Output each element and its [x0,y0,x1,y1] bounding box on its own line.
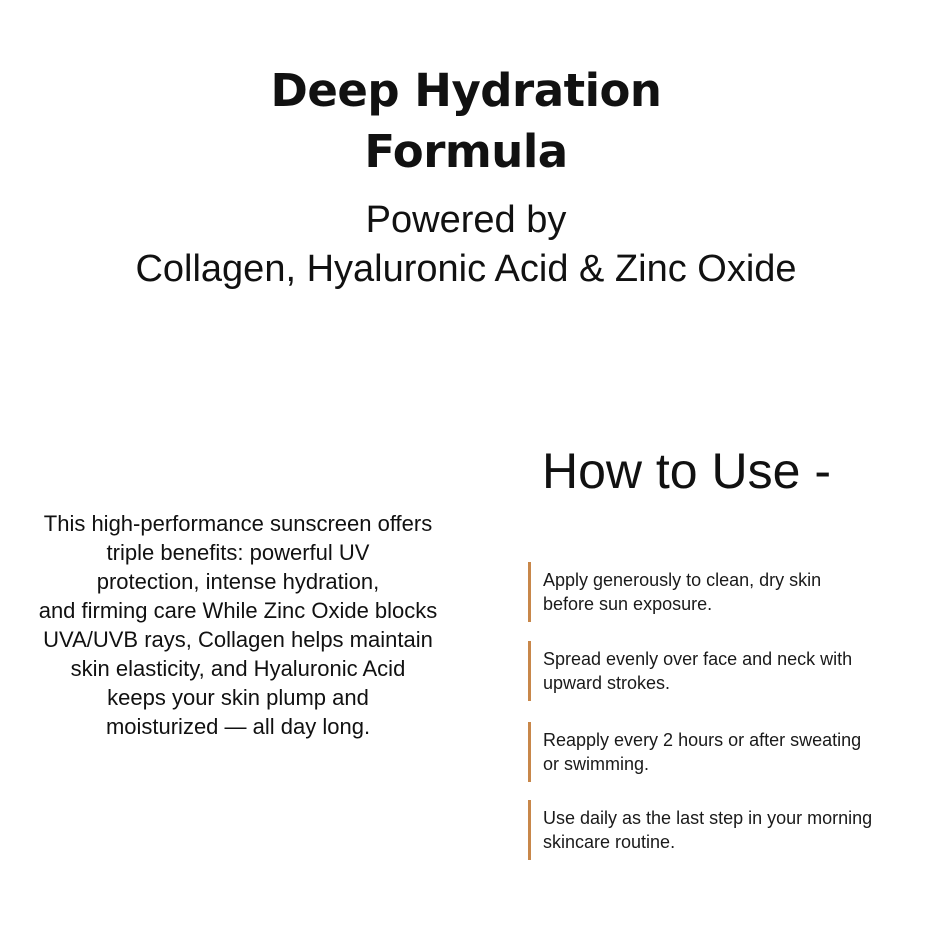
headline-line-1: Deep Hydration [270,64,662,117]
description-line: moisturized — all day long. [105,714,371,739]
description-line: This high-performance sunscreen offers [43,511,433,536]
usage-step-1 [528,562,932,622]
usage-step-text: or swimming. [543,754,650,774]
product-description [0,509,476,741]
description-line: UVA/UVB rays, Collagen helps maintain [43,627,433,652]
usage-step-text: Spread evenly over face and neck with [543,649,853,669]
usage-step-text: Apply generously to clean, dry skin [543,570,822,590]
usage-step-text: skincare routine. [543,832,676,852]
description-line: and firming care While Zinc Oxide blocks [38,598,438,623]
usage-step-3 [528,722,932,782]
usage-step-4 [528,800,932,860]
usage-step-text: Reapply every 2 hours or after sweating [543,730,862,750]
description-line: protection, intense hydration, [96,569,380,594]
description-line: keeps your skin plump and [107,685,369,710]
headline-line-2: Formula [364,125,568,178]
description-line: skin elasticity, and Hyaluronic Acid [70,656,406,681]
usage-step-2 [528,641,932,701]
usage-step-text: Use daily as the last step in your morning [543,808,873,828]
description-line: triple benefits: powerful UV [106,540,370,565]
subheading-line-1: Powered by [365,199,567,241]
subheading-line-2: Collagen, Hyaluronic Acid & Zinc Oxide [135,248,797,290]
how-to-use-title: How to Use - [542,443,831,499]
usage-step-text: before sun exposure. [543,594,713,614]
usage-step-text: upward strokes. [543,673,671,693]
